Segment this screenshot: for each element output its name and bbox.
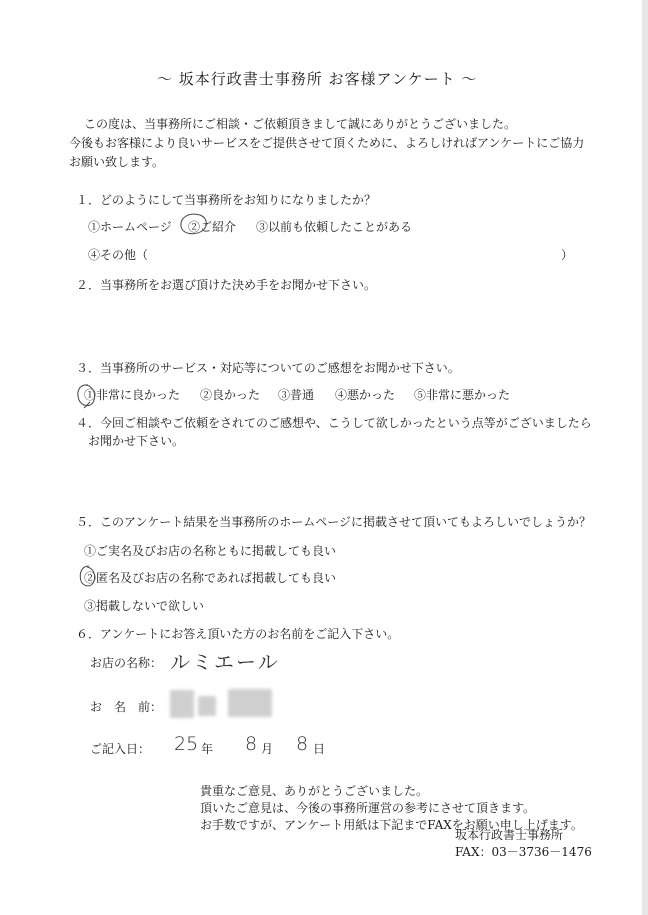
scan-edge	[642, 0, 648, 915]
intro-line-3: お願い致します。	[69, 155, 165, 169]
redacted-name-block-1	[170, 690, 194, 718]
date-year-unit: 年	[201, 742, 214, 756]
redacted-name-block-3	[228, 689, 272, 717]
q2-question: ２．当事務所をお選び頂けた決め手をお聞かせ下さい。	[76, 278, 377, 292]
date-year-value: 25	[174, 733, 199, 755]
date-month-value: 8	[245, 733, 258, 755]
q3-option-3: ③普通	[278, 388, 315, 402]
q6-question: ６．アンケートにお答え頂いた方のお名前をご記入下さい。	[76, 627, 400, 641]
q4-question-line-2: お聞かせ下さい。	[88, 434, 185, 448]
footer-line-2: 頂いたご意見は、今後の事務所運営の参考にさせて頂きます。	[200, 801, 536, 815]
date-day-unit: 日	[313, 742, 326, 756]
q1-option-3: ③以前も依頼したことがある	[256, 220, 413, 234]
q5-question: ５．このアンケート結果を当事務所のホームページに掲載させて頂いてもよろしいでしょうか？	[76, 515, 592, 529]
q3-option-4: ④悪かった	[335, 388, 396, 402]
date-day-value: 8	[296, 733, 309, 755]
footer-line-3: お手数ですが、アンケート用紙は下記までFAXをお願い申し上げます。	[200, 818, 583, 832]
footer-line-1: 貴重なご意見、ありがとうございました。	[200, 784, 429, 798]
q1-selection-circle	[178, 212, 214, 238]
q3-option-2: ②良かった	[200, 388, 261, 402]
q3-option-5: ⑤非常に悪かった	[414, 388, 511, 402]
page-title: ～ 坂本行政書士事務所 お客様アンケート ～	[157, 70, 478, 88]
footer-office-name: 坂本行政書士事務所	[455, 828, 564, 842]
q3-question: ３．当事務所のサービス・対応等についてのご感想をお聞かせ下さい。	[76, 361, 460, 375]
footer-fax: FAX：03－3736－1476	[455, 845, 592, 859]
intro-line-2: 今後もお客様により良いサービスをご提供させて頂くために、よろしければアンケートにご協力	[69, 136, 585, 150]
shop-name-value: ルミエール	[170, 650, 280, 674]
q1-option-other: ④その他（	[88, 248, 149, 262]
date-label: ご記入日：	[90, 742, 151, 756]
q5-option-1: ①ご実名及びお店の名称ともに掲載しても良い	[84, 544, 337, 558]
redacted-name-block-2	[198, 696, 216, 716]
q5-option-2: ②匿名及びお店の名称であれば掲載しても良い	[84, 571, 337, 585]
q4-question-line-1: ４．今回ご相談やご依頼をされてのご感想や、こうして欲しかったという点等がございましたら	[76, 416, 592, 430]
q1-question: １．どのようにして当事務所をお知りになりましたか？	[76, 193, 377, 207]
intro-line-1: この度は、当事務所にご相談・ご依頼頂きまして誠にありがとうございました。	[84, 117, 517, 131]
name-label: お 名 前：	[90, 700, 163, 714]
date-month-unit: 月	[261, 742, 274, 756]
q1-option-2: ②ご紹介	[188, 220, 237, 234]
q1-option-other-close: ）	[561, 248, 574, 262]
q5-option-3: ③掲載しないで欲しい	[84, 599, 205, 613]
q5-selection-circle	[76, 563, 100, 591]
q3-option-1: ①非常に良かった	[84, 388, 181, 402]
shop-name-label: お店の名称：	[90, 656, 163, 670]
q1-option-1: ①ホームページ	[88, 220, 172, 234]
q3-selection-circle	[74, 382, 100, 412]
